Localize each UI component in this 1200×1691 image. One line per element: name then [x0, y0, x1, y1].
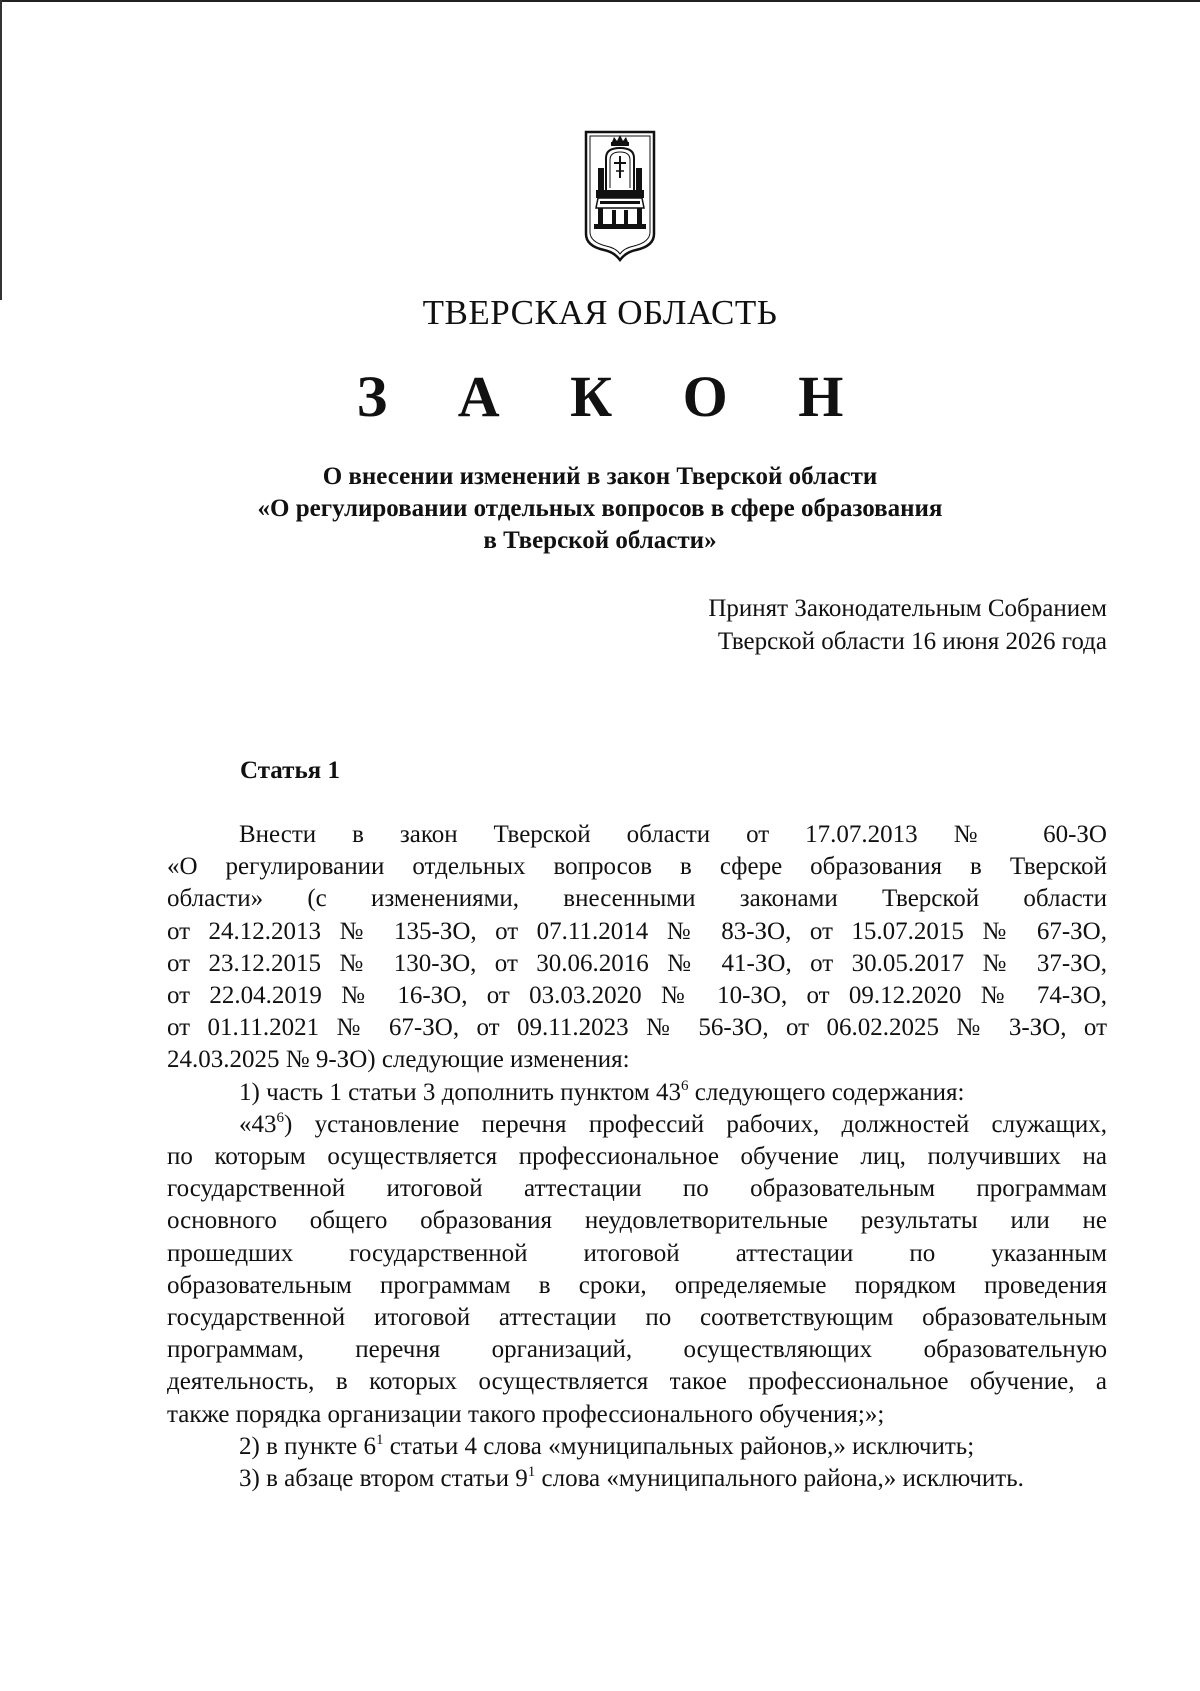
body-line: от 22.04.2019 № 16-ЗО, от 03.03.2020 № 10-ЗО, от 09.12.2020 № 74-ЗО, — [167, 982, 1107, 1010]
adoption-line: Принят Законодательным Собранием — [708, 595, 1107, 622]
region-name: ТВЕРСКАЯ ОБЛАСТЬ — [422, 293, 778, 332]
article-heading: Статья 1 — [240, 757, 340, 784]
body-line: от 23.12.2015 № 130-ЗО, от 30.06.2016 № 41-ЗО, от 30.05.2017 № 37-ЗО, — [167, 949, 1107, 977]
amendment-item-3 — [167, 1463, 1107, 1495]
superscript: 1 — [375, 1431, 384, 1448]
body-line: области» (с изменениями, внесенными законами Тверской области — [167, 885, 1107, 913]
amendment-text: следующего содержания: — [688, 1078, 965, 1106]
adoption-line: Тверской области 16 июня 2026 года — [717, 628, 1107, 655]
body-line: от 24.12.2013 № 135-ЗО, от 07.11.2014 № 83-ЗО, от 15.07.2015 № 67-ЗО, — [167, 917, 1107, 945]
amendment-text: 2) в пункте 6 — [239, 1432, 376, 1460]
quote-text: ) установление перечня профессий рабочих, должностей служащих, — [284, 1110, 1107, 1138]
quote-line: деятельность, в которых осуществляется такое профессиональное обучение, а — [167, 1368, 1107, 1396]
law-title-line: О внесении изменений в закон Тверской области — [322, 463, 878, 490]
body-line: Внести в закон Тверской области от 17.07.2013 № 60-ЗО — [239, 821, 1107, 848]
quote-first-line — [167, 1109, 1107, 1141]
adoption-note — [708, 592, 1107, 658]
scan-edge-left — [0, 0, 2, 300]
amendment-text: 3) в абзаце втором статьи 9 — [239, 1465, 528, 1493]
quote-line: программам, перечня организаций, осуществляющих образовательную — [167, 1336, 1107, 1364]
quote-line: по которым осуществляется профессиональное обучение лиц, получивших на — [167, 1143, 1107, 1171]
quote-line: прошедших государственной итоговой аттестации по указанным — [167, 1239, 1107, 1267]
amendment-text: статьи 4 слова «муниципальных районов,» исключить; — [383, 1432, 975, 1460]
law-title-line: «О регулировании отдельных вопросов в сфере образования — [257, 495, 943, 522]
coat-of-arms-icon — [584, 130, 656, 262]
scan-edge-top — [0, 0, 1200, 2]
body-line: «О регулировании отдельных вопросов в сфере образования в Тверской — [167, 853, 1107, 881]
quote-text: «43 — [239, 1110, 277, 1138]
amendment-text: 1) часть 1 статьи 3 дополнить пунктом 43 — [239, 1078, 681, 1106]
law-title-line: в Тверской области» — [483, 527, 717, 554]
body-line: от 01.11.2021 № 67-ЗО, от 09.11.2023 № 56-ЗО, от 06.02.2025 № 3-ЗО, от — [167, 1014, 1107, 1042]
amendment-item-2 — [167, 1431, 1107, 1463]
amendment-text: слова «муниципального района,» исключить. — [535, 1465, 1024, 1493]
quote-line: основного общего образования неудовлетворительные результаты или не — [167, 1207, 1107, 1235]
quote-line: образовательным программам в сроки, определяемые порядком проведения — [167, 1271, 1107, 1299]
amendment-item-1 — [167, 1077, 1107, 1109]
superscript: 1 — [527, 1464, 536, 1481]
body-line: 24.03.2025 № 9-ЗО) следующие изменения: — [167, 1046, 630, 1074]
article-body — [167, 819, 1107, 1495]
law-title — [0, 461, 1200, 557]
quote-line: также порядка организации такого профессионального обучения;»; — [167, 1400, 885, 1428]
quote-line: государственной итоговой аттестации по образовательным программам — [167, 1175, 1107, 1203]
quote-line: государственной итоговой аттестации по соответствующим образовательным — [167, 1304, 1107, 1332]
superscript: 6 — [276, 1109, 284, 1126]
document-type: З А К О Н — [356, 364, 872, 429]
superscript: 6 — [681, 1077, 689, 1094]
